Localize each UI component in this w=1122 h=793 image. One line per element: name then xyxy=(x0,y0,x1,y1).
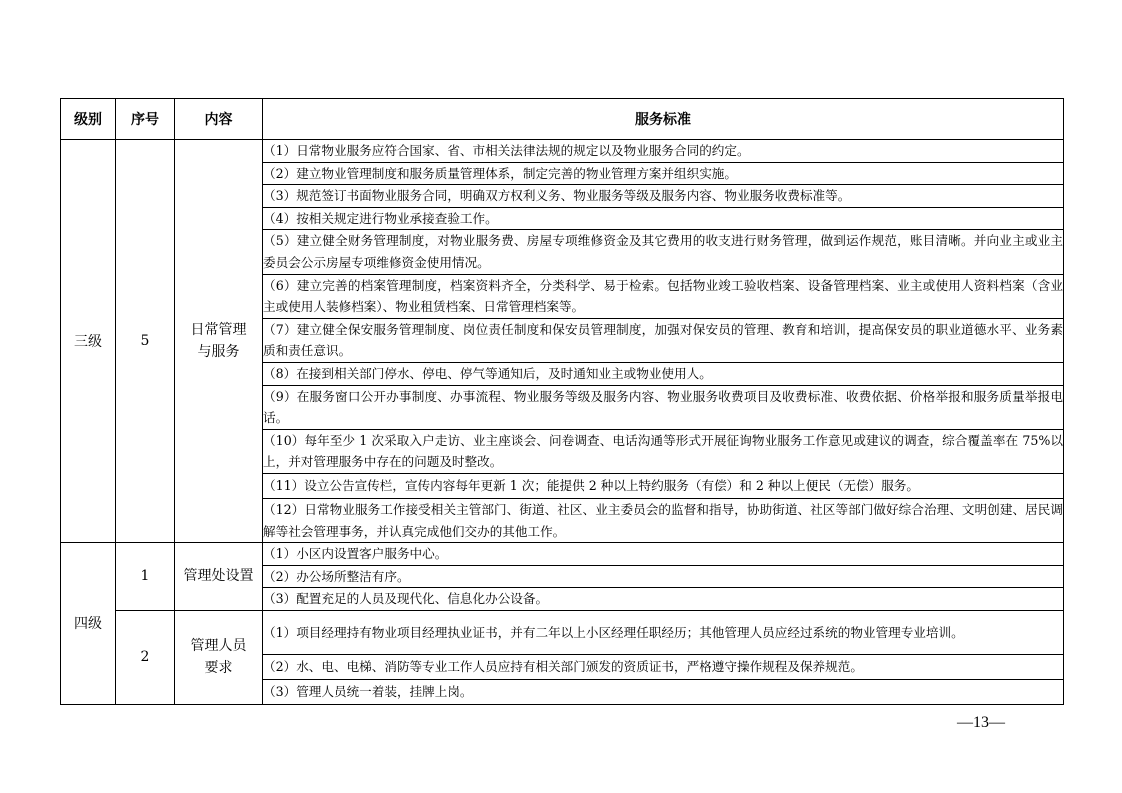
standard-item: （3）配置充足的人员及现代化、信息化办公设备。 xyxy=(263,588,1064,611)
standard-item: （10）每年至少 1 次采取入户走访、业主座谈会、问卷调查、电话沟通等形式开展征询物业服务工作意见或建议的调查，综合覆盖率在 75%以上，并对管理服务中存在的问题及时整改。 xyxy=(263,429,1064,473)
standard-item: （6）建立完善的档案管理制度，档案资料齐全，分类科学、易于检索。包括物业竣工验收档案、设备管理档案、业主或使用人资料档案（含业主或使用人装修档案）、物业租赁档案、日常管理档案等。 xyxy=(263,274,1064,318)
service-standard-table xyxy=(60,98,1064,705)
table-row xyxy=(61,140,1064,163)
standard-item: （2）建立物业管理制度和服务质量管理体系，制定完善的物业管理方案并组织实施。 xyxy=(263,162,1064,185)
table-header-row xyxy=(61,99,1064,140)
table-row xyxy=(61,543,1064,566)
content-cell xyxy=(175,140,263,543)
seq-cell: 1 xyxy=(116,543,175,611)
table-row xyxy=(61,610,1064,654)
header-level: 级别 xyxy=(61,99,116,140)
level-cell: 三级 xyxy=(61,140,116,543)
standard-item: （11）设立公告宣传栏，宣传内容每年更新 1 次；能提供 2 种以上特约服务（有偿）和 2 种以上便民（无偿）服务。 xyxy=(263,473,1064,498)
standard-item: （7）建立健全保安服务管理制度、岗位责任制度和保安员管理制度，加强对保安员的管理、教育和培训，提高保安员的职业道德水平、业务素质和责任意识。 xyxy=(263,318,1064,362)
header-seq: 序号 xyxy=(116,99,175,140)
standard-item: （9）在服务窗口公开办事制度、办事流程、物业服务等级及服务内容、物业服务收费项目及收费标准、收费依据、价格举报和服务质量举报电话。 xyxy=(263,385,1064,429)
standard-item: （5）建立健全财务管理制度，对物业服务费、房屋专项维修资金及其它费用的收支进行财务管理，做到运作规范，账目清晰。并向业主或业主委员会公示房屋专项维修资金使用情况。 xyxy=(263,230,1064,274)
standard-item: （3）规范签订书面物业服务合同，明确双方权利义务、物业服务等级及服务内容、物业服务收费标准等。 xyxy=(263,185,1064,208)
standard-item: （2）水、电、电梯、消防等专业工作人员应持有相关部门颁发的资质证书，严格遵守操作规程及保养规范。 xyxy=(263,654,1064,679)
seq-cell: 5 xyxy=(116,140,175,543)
header-content: 内容 xyxy=(175,99,263,140)
standard-item: （1）项目经理持有物业项目经理执业证书，并有二年以上小区经理任职经历；其他管理人员应经过系统的物业管理专业培训。 xyxy=(263,610,1064,654)
standard-item: （12）日常物业服务工作接受相关主管部门、街道、社区、业主委员会的监督和指导，协助街道、社区等部门做好综合治理、文明创建、居民调解等社会管理事务，并认真完成他们交办的其他工作。 xyxy=(263,498,1064,542)
header-standard: 服务标准 xyxy=(263,99,1064,140)
content-text: 管理人员要求 xyxy=(190,638,247,677)
standard-item: （2）办公场所整洁有序。 xyxy=(263,565,1064,588)
content-cell xyxy=(175,610,263,704)
page-number: —13— xyxy=(957,714,1005,731)
standard-item: （1）小区内设置客户服务中心。 xyxy=(263,543,1064,566)
content-cell: 管理处设置 xyxy=(175,543,263,611)
content-text: 日常管理与服务 xyxy=(190,322,247,361)
standard-item: （1）日常物业服务应符合国家、省、市相关法律法规的规定以及物业服务合同的约定。 xyxy=(263,140,1064,163)
standard-item: （3）管理人员统一着装，挂牌上岗。 xyxy=(263,679,1064,704)
level-cell: 四级 xyxy=(61,543,116,705)
standard-item: （4）按相关规定进行物业承接查验工作。 xyxy=(263,207,1064,230)
standard-item: （8）在接到相关部门停水、停电、停气等通知后，及时通知业主或物业使用人。 xyxy=(263,362,1064,385)
seq-cell: 2 xyxy=(116,610,175,704)
